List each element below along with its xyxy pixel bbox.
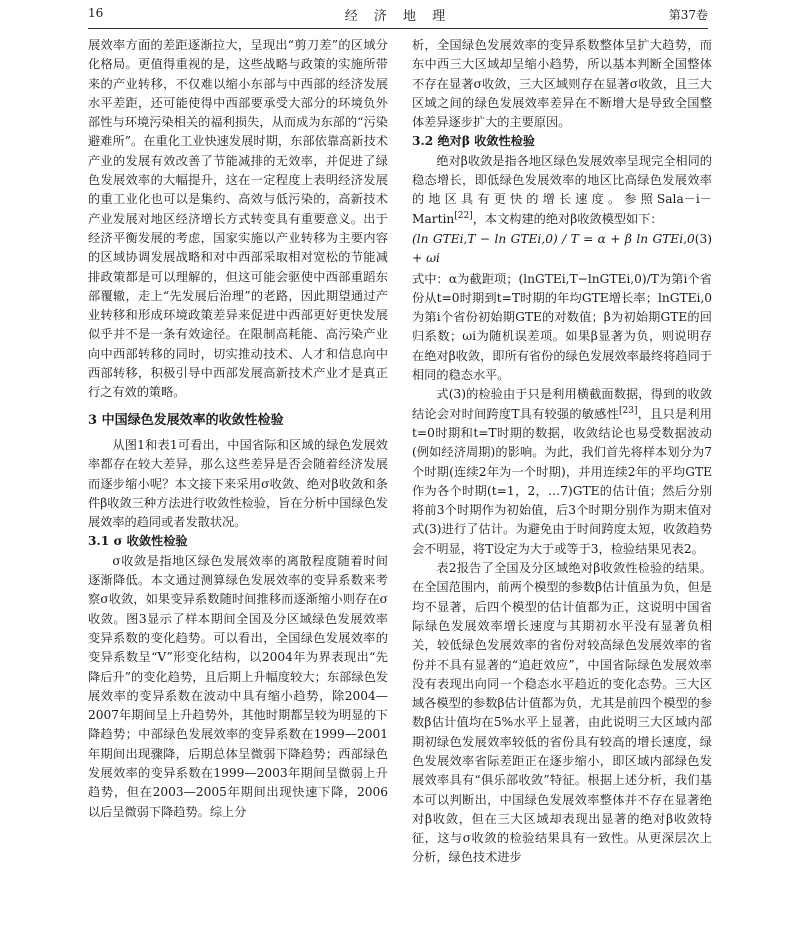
equation-body: (ln GTEi,T − ln GTEi,0) / T = α + β ln GTEi,0 + ωi — [412, 231, 695, 266]
right-column — [412, 36, 712, 868]
paragraph: 表2报告了全国及分区域绝对β收敛性检验的结果。在全国范围内，前两个模型的参数β估计值虽为负，但是均不显著，后四个模型的估计值都为正，这说明中国省际绿色发展效率增长速度与其期初水平没有显著负相关，较低绿色发展效率的省份对较高绿色发展效率的省份并不具有显著的“追赶效应”，中国省际绿色发展效率没有表现出向同一个稳态水平趋近的变化态势。三大区域各模型的参数β估计值都为负，尤其是前四个模型的参数β估计值均在5%水平上显著，由此说明三大区域内部期初绿色发展效率较低的省份具有较高的增长速度，绿色发展效率省际差距正在逐步缩小，即区域内部绿色发展效率具有“俱乐部收敛”特征。根据上述分析，我们基本可以判断出，中国绿色发展效率整体并不存在显著绝对β收敛，但在三大区域却表现出显著的绝对β收敛特征，这与σ收敛的检验结果具有一致性。从更深层次上分析，绿色技术进步 — [412, 561, 712, 865]
equation-number: (3) — [694, 231, 712, 246]
section-title: 3 中国绿色发展效率的收敛性检验 — [88, 412, 284, 428]
page-header — [88, 0, 708, 29]
subsection-title: 3.1 σ 收敛性检验 — [88, 534, 188, 549]
page-number: 16 — [88, 6, 104, 20]
equation — [412, 229, 712, 270]
journal-title: 经 济 地 理 — [344, 9, 452, 24]
volume-label: 第37卷 — [668, 8, 708, 22]
paragraph: σ收敛是指地区绿色发展效率的离散程度随着时间逐渐降低。本文通过测算绿色发展效率的变异系数来考察σ收敛，如果变异系数随时间推移而逐渐缩小则存在σ收敛。图3显示了样本期间全国及分区域绿色发展效率变异系数的变化趋势。可以看出，全国绿色发展效率的变异系数呈“V”形变化结构，以2004年为界表现出“先降后升”的变化趋势，且后期上升幅度较大；东部绿色发展效率的变异系数在波动中具有缩小趋势，除2004—2007年期间呈上升趋势外，其他时期都呈较为明显的下降趋势；中部绿色发展效率的变异系数在1999—2001年期间出现骤降，后期总体呈微弱下降趋势；西部绿色发展效率的变异系数在1999—2003年期间呈微弱上升趋势，但在2003—2005年期间出现快速下降，2006以后呈微弱下降趋势。综上分 — [88, 553, 388, 819]
citation: [22] — [454, 210, 473, 221]
paragraph-text: ，本文构建的绝对β收敛模型如下： — [472, 211, 663, 226]
paragraph-text: 式(3)的检验由于只是利用横截面数据，得到的收敛结论会对时间跨度T具有较强的敏感性 — [412, 387, 712, 421]
paragraph — [412, 385, 712, 559]
paragraph-text: ，且只是利用t=0时期和t=T时期的数据，收敛结论也易受数据波动(例如经济周期)的影响。为此，我们首先将样本划分为7个时期(连续2年为一个时期)，并用连续2年的平均GTE作为各个时期(t=1，2，…7)GTE的估计值；然后分别将前3个时期作为初始值，后3个时期分别作为期末值对式(3)进行了估计。为避免由于时间跨度太短，收敛趋势会不明显，将T设定为大于或等于3，检验结果见表2。 — [412, 406, 712, 556]
paragraph — [412, 152, 712, 229]
left-column — [88, 36, 388, 822]
paragraph: 展效率方面的差距逐渐拉大，呈现出“剪刀差”的区域分化格局。更值得重视的是，这些战略与政策的实施所带来的产业转移，不仅难以缩小东部与中西部的经济发展水平差距，还可能使得中西部要承受大部分的环境负外部性与环境污染相关的福利损失，从而成为东部的“污染避难所”。在重化工业快速发展时期，东部依靠高新技术产业的发展有效改善了节能减排的无效率，并促进了绿色发展效率的大幅提升，这在一定程度上表明经济发展的重工业化也可以是集约、高效与低污染的，高新技术产业发展对地区经济增长方式转变具有重要意义。出于经济平衡发展的考虑，国家实施以产业转移为主要内容的区域协调发展战略和对中西部采取相对宽松的节能减排政策都是可以理解的，但这可能会驱使中西部重蹈东部覆辙，走上“先发展后治理”的老路，因此期望通过产业转移和形成环境政策差异来促进中西部更好更快发展似乎并不是一条有效途径。在限制高耗能、高污染产业向中西部转移的同时，切实推动技术、人才和信息向中西部转移，积极引导中西部发展高新技术产业才是真正行之有效的策略。 — [88, 38, 388, 400]
paragraph-text: 绝对β收敛是指各地区绿色发展效率呈现完全相同的稳态增长，即低绿色发展效率的地区比高绿色发展效率的地区具有更快的增长速度。参照Sala－i－Martin — [412, 153, 712, 226]
paragraph: 析，全国绿色发展效率的变异系数整体呈扩大趋势，而东中西三大区域却呈缩小趋势，所以基本判断全国整体不存在显著σ收敛，三大区域则存在显著σ收敛，且三大区域之间的绿色发展效率差异在不断增大是导致全国整体差异逐步扩大的主要原因。 — [412, 38, 712, 130]
paragraph: 式中：α为截距项；(lnGTEi,T−lnGTEi,0)/T为第i个省份从t=0时期到t=T时期的年均GTE增长率；lnGTEi,0为第i个省份初始期GTE的对数值；β为初始期GTE的回归系数；ωi为随机误差项。如果β显著为负，则说明存在绝对β收敛，即所有省份的绿色发展效率最终将趋同于相同的稳态水平。 — [412, 271, 712, 383]
paragraph: 从图1和表1可看出，中国省际和区域的绿色发展效率都存在较大差异，那么这些差异是否会随着经济发展而逐步缩小呢？本文接下来采用σ收敛、绝对β收敛和条件β收敛三种方法进行收敛性检验，旨在分析中国绿色发展效率的趋同或者发散状况。 — [88, 437, 388, 530]
citation: [23] — [619, 405, 638, 416]
subsection-title: 3.2 绝对β 收敛性检验 — [412, 134, 536, 149]
